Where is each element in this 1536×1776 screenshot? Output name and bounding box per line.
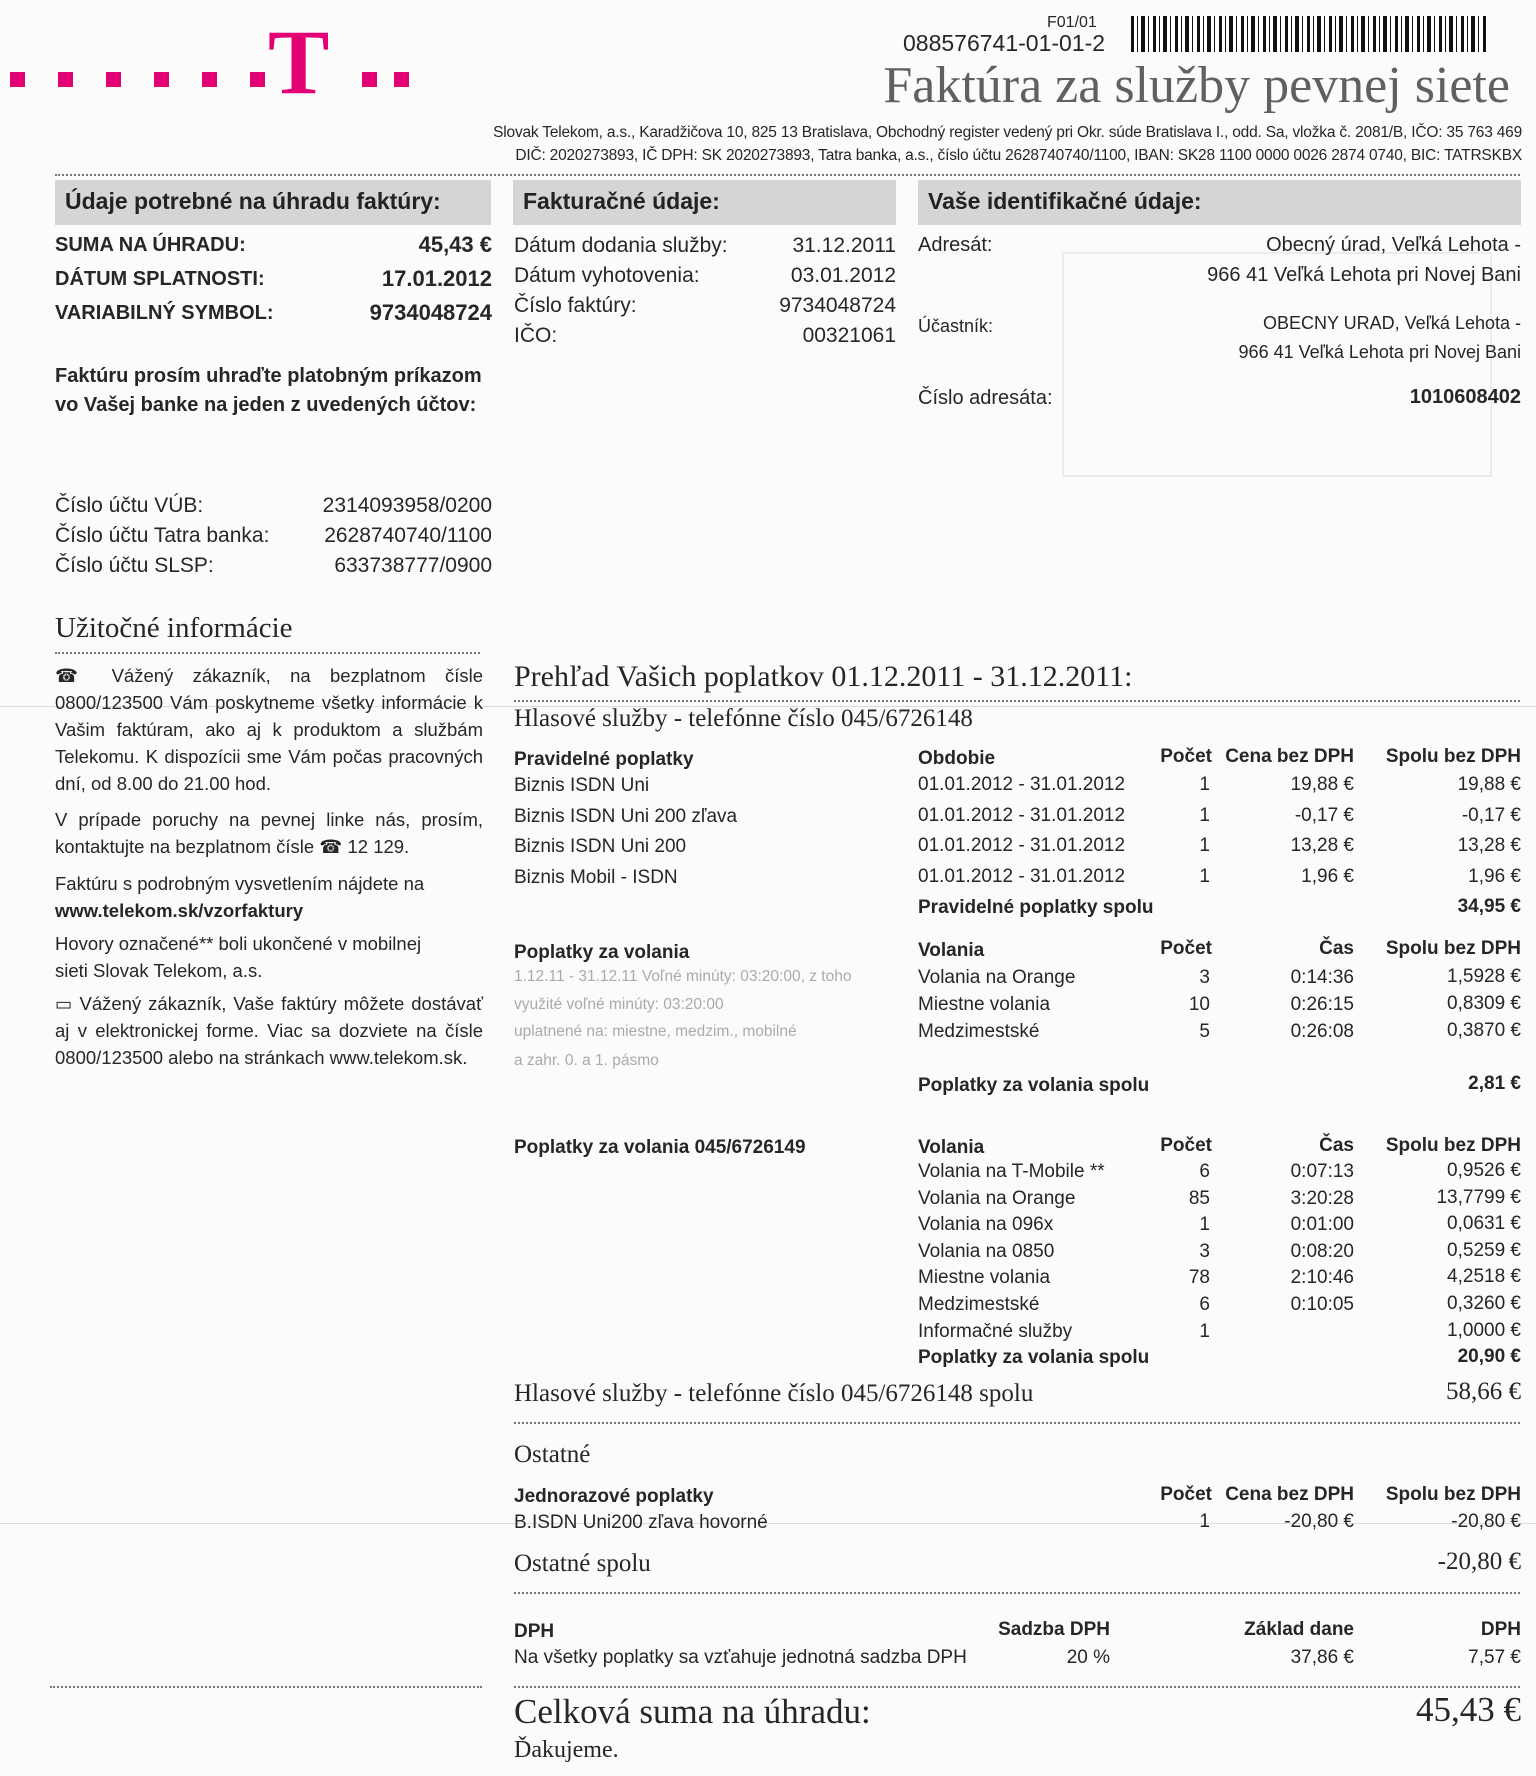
phone-icon: ☎: [55, 665, 112, 686]
fee-count: 1: [1199, 805, 1210, 826]
other-sum-value: -20,80 €: [1437, 1548, 1521, 1575]
barcode: [1131, 16, 1486, 52]
doc-number: 088576741-01-01-2: [903, 30, 1106, 56]
vat-divider: [514, 1686, 1520, 1688]
other-item-price: -20,80 €: [1284, 1511, 1354, 1532]
call-total: 13,7799 €: [1436, 1187, 1521, 1208]
info-paragraph-4: Hovory označené** boli ukončené v mobilnej sieti Slovak Telekom, a.s.: [55, 933, 422, 981]
fee-price: 13,28 €: [1290, 835, 1354, 856]
fee-total: 13,28 €: [1457, 835, 1521, 856]
account-value: 633738777/0900: [334, 554, 492, 577]
call-count: 85: [1188, 1188, 1210, 1209]
fee-period: 01.01.2012 - 31.01.2012: [918, 866, 1126, 887]
thanks-text: Ďakujeme.: [514, 1737, 619, 1763]
fee-count: 1: [1199, 866, 1210, 887]
col-spolu: Spolu bez DPH: [1385, 938, 1521, 959]
computer-icon: ▭: [55, 993, 80, 1014]
overview-divider: [514, 700, 1520, 702]
company-info-line1: Slovak Telekom, a.s., Karadžičova 10, 825 13 Bratislava, Obchodný register vedený pri Okr. súde Bratislava I., odd. Sa, vložka č. 2081/B, IČO: 35 763 469: [493, 124, 1522, 141]
voice-sum-value: 58,66 €: [1446, 1378, 1521, 1405]
fee-period: 01.01.2012 - 31.01.2012: [918, 805, 1126, 826]
other-title: Ostatné: [514, 1441, 591, 1468]
payment-heading: Údaje potrebné na úhradu faktúry:: [55, 180, 491, 225]
calls1-sum-value: 2,81 €: [1468, 1073, 1521, 1094]
cislo-adresata-value: 1010608402: [1409, 386, 1521, 408]
col-pocet: Počet: [1160, 746, 1212, 767]
call-time: 0:10:05: [1290, 1294, 1354, 1315]
header-divider: [55, 174, 1520, 176]
col-cas: Čas: [1319, 938, 1354, 959]
call-name: Volania na Orange: [918, 1188, 1076, 1209]
other-sum-divider: [514, 1592, 1520, 1594]
calls1-note: využité voľné minúty: 03:20:00: [514, 996, 724, 1013]
vat-base: 37,86 €: [1290, 1647, 1354, 1668]
col-cas: Čas: [1319, 1135, 1354, 1156]
document-title: Faktúra za služby pevnej siete: [883, 57, 1510, 114]
other-item-total: -20,80 €: [1451, 1511, 1521, 1532]
col-cena: Cena bez DPH: [1225, 746, 1354, 767]
call-count: 5: [1199, 1021, 1210, 1042]
call-total: 1,5928 €: [1447, 966, 1521, 987]
fee-total: 19,88 €: [1457, 774, 1521, 795]
payment-label: DÁTUM SPLATNOSTI:: [55, 268, 265, 290]
call-total: 0,0631 €: [1447, 1213, 1521, 1234]
call-time: 0:26:15: [1290, 994, 1354, 1015]
call-time: 0:26:08: [1290, 1021, 1354, 1042]
info-divider: [55, 652, 480, 654]
calls1-heading: Poplatky za volania: [514, 942, 690, 963]
call-time: 0:01:00: [1290, 1214, 1354, 1235]
call-count: 3: [1199, 1241, 1210, 1262]
vat-col-vat: DPH: [1480, 1619, 1521, 1640]
billing-heading: Fakturačné údaje:: [513, 180, 896, 225]
fee-name: Biznis ISDN Uni: [514, 775, 650, 796]
info-paragraph-3: Faktúru s podrobným vysvetlením nájdete na: [55, 873, 425, 894]
fee-period: 01.01.2012 - 31.01.2012: [918, 774, 1126, 795]
fee-price: 19,88 €: [1290, 774, 1354, 795]
call-count: 1: [1199, 1321, 1210, 1342]
vat-col-base: Základ dane: [1244, 1619, 1354, 1640]
regular-heading: Pravidelné poplatky: [514, 749, 694, 770]
overview-title: Prehľad Vašich poplatkov 01.12.2011 - 31.12.2011:: [514, 660, 1133, 693]
fee-name: Biznis Mobil - ISDN: [514, 867, 678, 888]
payment-label: VARIABILNÝ SYMBOL:: [55, 302, 274, 324]
ucastnik-line1: OBECNY URAD, Veľká Lehota -: [1262, 313, 1521, 333]
billing-value: 03.01.2012: [790, 264, 896, 287]
other-item-count: 1: [1199, 1511, 1210, 1532]
call-count: 10: [1188, 994, 1210, 1015]
call-total: 0,3870 €: [1447, 1020, 1521, 1041]
call-name: Miestne volania: [918, 994, 1051, 1015]
call-total: 4,2518 €: [1447, 1266, 1521, 1287]
fee-count: 1: [1199, 774, 1210, 795]
fee-name: Biznis ISDN Uni 200: [514, 836, 687, 857]
company-info-line2: DIČ: 2020273893, IČ DPH: SK 2020273893, Tatra banka, a.s., číslo účtu 2628740740/1100, IBAN: SK28 1100 0000 0026 2874 0740, BIC: TATRSKBX: [515, 147, 1522, 164]
call-total: 0,8309 €: [1447, 993, 1521, 1014]
info-paragraph-2: V prípade poruchy na pevnej linke nás, prosím, kontaktujte na bezplatnom čísle ☎ 12 129.: [55, 809, 483, 857]
voice-title: Hlasové služby - telefónne číslo 045/6726148: [514, 705, 973, 732]
vat-heading: DPH: [514, 1621, 555, 1642]
fee-price: -0,17 €: [1294, 805, 1354, 826]
calls2-sum-value: 20,90 €: [1457, 1346, 1521, 1367]
vat-text: Na všetky poplatky sa vzťahuje jednotná sadzba DPH: [514, 1647, 967, 1668]
call-time: 0:08:20: [1290, 1241, 1354, 1262]
col-pocet: Počet: [1160, 938, 1212, 959]
billing-value: 9734048724: [779, 294, 896, 317]
fee-count: 1: [1199, 835, 1210, 856]
calls1-sum-label: Poplatky za volania spolu: [918, 1075, 1150, 1096]
call-count: 78: [1188, 1267, 1210, 1288]
call-name: Medzimestské: [918, 1021, 1040, 1042]
vat-rate: 20 %: [1066, 1647, 1110, 1668]
vzorfaktury-link[interactable]: www.telekom.sk/vzorfaktury: [55, 900, 304, 921]
call-time: 3:20:28: [1290, 1188, 1354, 1209]
col-spolu: Spolu bez DPH: [1385, 1484, 1521, 1505]
adresat-line1: Obecný úrad, Veľká Lehota -: [1266, 234, 1521, 256]
call-count: 1: [1199, 1214, 1210, 1235]
calls2-heading: Poplatky za volania 045/6726149: [514, 1137, 806, 1158]
call-count: 6: [1199, 1294, 1210, 1315]
ucastnik-line2: 966 41 Veľká Lehota pri Novej Bani: [1238, 342, 1521, 362]
telekom-logo: [0, 11, 420, 113]
fee-total: -0,17 €: [1461, 805, 1521, 826]
account-value: 2628740740/1100: [324, 524, 492, 547]
billing-label: Dátum vyhotovenia:: [514, 264, 700, 287]
billing-label: IČO:: [514, 324, 558, 347]
call-name: Medzimestské: [918, 1294, 1040, 1315]
other-item-name: B.ISDN Uni200 zľava hovorné: [514, 1512, 768, 1533]
call-name: Volania na 096x: [918, 1214, 1054, 1235]
call-total: 0,5259 €: [1447, 1240, 1521, 1261]
other-sum-label: Ostatné spolu: [514, 1550, 651, 1577]
fee-total: 1,96 €: [1468, 866, 1521, 887]
call-name: Volania na T-Mobile **: [918, 1161, 1105, 1182]
calls1-note: 1.12.11 - 31.12.11 Voľné minúty: 03:20:00, z toho: [514, 968, 852, 985]
call-name: Informačné služby: [918, 1321, 1073, 1342]
call-name: Miestne volania: [918, 1267, 1051, 1288]
identity-heading: Vaše identifikačné údaje:: [918, 180, 1521, 225]
voice-sum-divider: [514, 1422, 1520, 1424]
calls2-sum-label: Poplatky za volania spolu: [918, 1347, 1150, 1368]
col-volania: Volania: [918, 940, 985, 961]
call-name: Volania na 0850: [918, 1241, 1055, 1262]
col-spolu: Spolu bez DPH: [1385, 746, 1521, 767]
call-name: Volania na Orange: [918, 967, 1076, 988]
col-spolu: Spolu bez DPH: [1385, 1135, 1521, 1156]
fee-price: 1,96 €: [1301, 866, 1354, 887]
calls1-note: a zahr. 0. a 1. pásmo: [514, 1052, 659, 1069]
call-time: 2:10:46: [1290, 1267, 1354, 1288]
fee-name: Biznis ISDN Uni 200 zľava: [514, 806, 738, 827]
adresat-line2: 966 41 Veľká Lehota pri Novej Bani: [1207, 264, 1521, 286]
billing-value: 31.12.2011: [792, 234, 896, 257]
left-bottom-divider: [50, 1686, 482, 1688]
payment-instruction: Faktúru prosím uhraďte platobným príkazom vo Vašej banke na jeden z uvedených účtov:: [55, 365, 482, 416]
info-paragraph-5: ▭ Vážený zákazník, Vaše faktúry môžete dostávať aj v elektronickej forme. Viac sa dozviete na čísle 0800/123500 alebo na stránkach www.telekom.sk.: [55, 993, 484, 1068]
logo-t: T: [268, 11, 330, 113]
adresat-label: Adresát:: [918, 234, 993, 256]
account-value: 2314093958/0200: [322, 494, 492, 517]
billing-value: 00321061: [802, 324, 896, 347]
col-pocet: Počet: [1160, 1135, 1212, 1156]
ucastnik-label: Účastník:: [918, 316, 994, 336]
grand-total-value: 45,43 €: [1416, 1690, 1521, 1729]
regular-sum-value: 34,95 €: [1457, 896, 1521, 917]
col-pocet: Počet: [1160, 1484, 1212, 1505]
payment-value: 9734048724: [369, 300, 492, 325]
col-volania: Volania: [918, 1137, 985, 1158]
call-time: 0:07:13: [1290, 1161, 1354, 1182]
call-total: 0,9526 €: [1447, 1160, 1521, 1181]
vat-value: 7,57 €: [1468, 1647, 1521, 1668]
payment-value: 45,43 €: [418, 232, 492, 257]
account-label: Číslo účtu VÚB:: [55, 494, 204, 517]
call-time: 0:14:36: [1290, 967, 1354, 988]
vat-col-rate: Sadzba DPH: [998, 1619, 1110, 1640]
col-obdobie: Obdobie: [918, 748, 996, 769]
info-heading: Užitočné informácie: [55, 612, 293, 644]
call-total: 1,0000 €: [1447, 1320, 1521, 1341]
grand-total-label: Celková suma na úhradu:: [514, 1692, 871, 1731]
calls1-note: uplatnené na: miestne, medzim., mobilné: [514, 1023, 797, 1040]
billing-label: Dátum dodania služby:: [514, 234, 728, 257]
call-total: 0,3260 €: [1447, 1293, 1521, 1314]
account-label: Číslo účtu SLSP:: [55, 554, 214, 577]
fee-period: 01.01.2012 - 31.01.2012: [918, 835, 1126, 856]
cislo-adresata-label: Číslo adresáta:: [918, 387, 1053, 409]
col-cena: Cena bez DPH: [1225, 1484, 1354, 1505]
info-paragraph-1: ☎ Vážený zákazník, na bezplatnom čísle 0800/123500 Vám poskytneme všetky informácie k Vašim faktúram, ako aj k produktom a službám Telekomu. K dispozícii sme Vám počas pracovných dní, od 8.00 do 21.00 hod.: [55, 665, 484, 794]
call-count: 3: [1199, 967, 1210, 988]
account-label: Číslo účtu Tatra banka:: [55, 524, 270, 547]
voice-sum-label: Hlasové služby - telefónne číslo 045/6726148 spolu: [514, 1380, 1034, 1407]
doc-code: F01/01: [1047, 14, 1097, 31]
billing-label: Číslo faktúry:: [514, 294, 637, 317]
payment-label: SUMA NA ÚHRADU:: [55, 234, 246, 256]
payment-value: 17.01.2012: [381, 266, 492, 291]
call-count: 6: [1199, 1161, 1210, 1182]
regular-sum-label: Pravidelné poplatky spolu: [918, 897, 1154, 918]
other-heading: Jednorazové poplatky: [514, 1486, 714, 1507]
